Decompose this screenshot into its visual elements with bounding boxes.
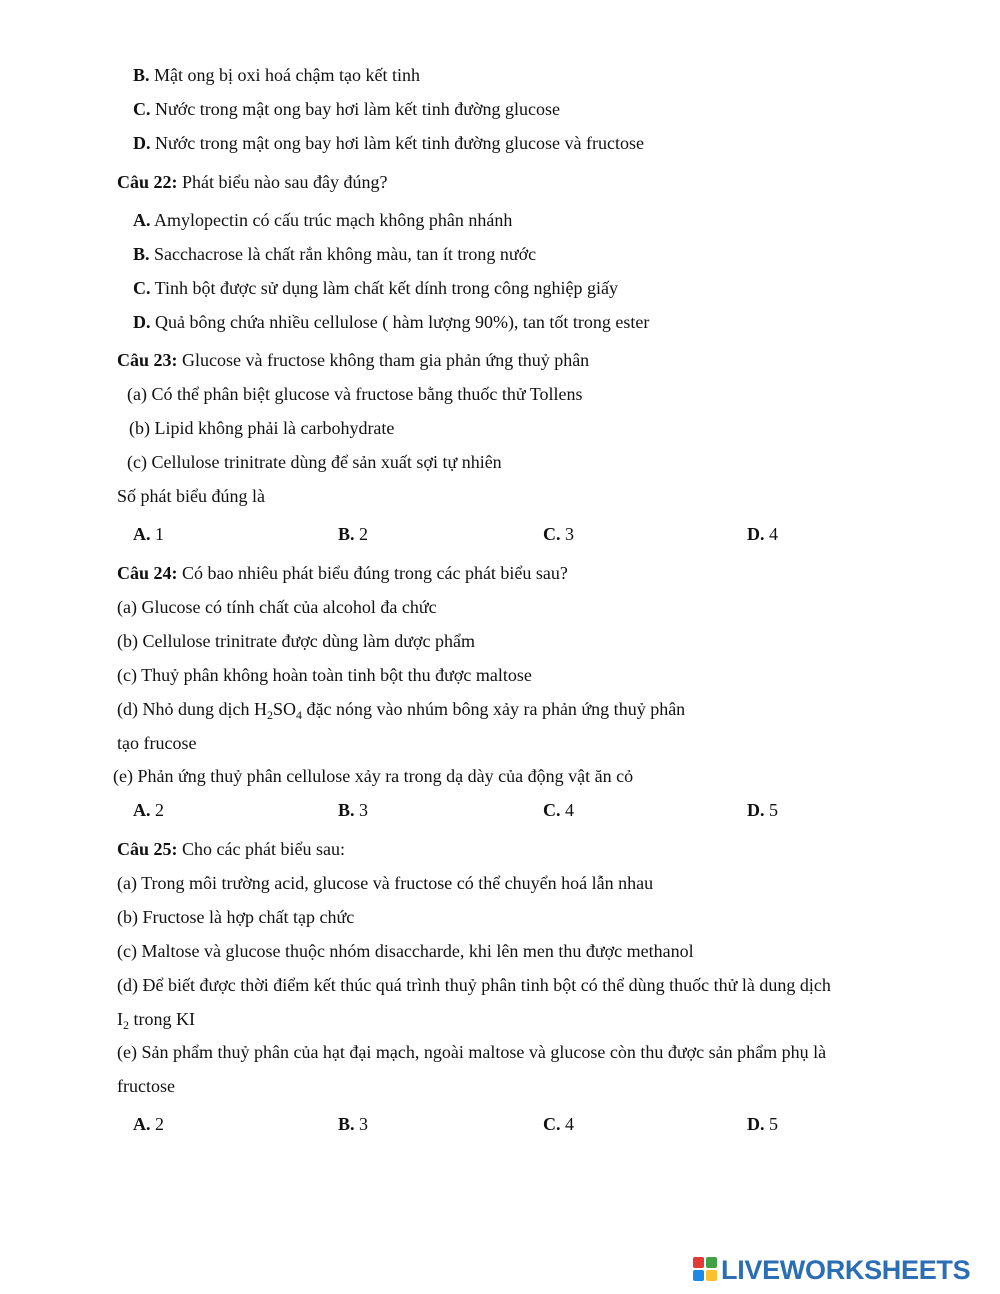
q24-option-d[interactable] <box>747 800 778 820</box>
option-letter: C. <box>543 800 561 820</box>
q25-statement-e: (e) Sản phẩm thuỷ phân của hạt đại mạch, ngoài maltose và glucose còn thu được sản phẩm phụ là <box>117 1042 827 1062</box>
option-text: Quả bông chứa nhiều cellulose ( hàm lượng 90%), tan tốt trong ester <box>150 312 650 332</box>
question-prompt: Phát biểu nào sau đây đúng? <box>177 172 388 192</box>
q24-option-b[interactable] <box>338 800 368 820</box>
logo-square <box>706 1270 717 1281</box>
q24-statement-c: (c) Thuỷ phân không hoàn toàn tinh bột thu được maltose <box>117 665 532 685</box>
q23-option-a[interactable] <box>133 524 164 544</box>
option-value: 4 <box>764 524 778 544</box>
q22-question <box>117 172 387 192</box>
logo-text: LIVEWORKSHEETS <box>721 1255 971 1285</box>
statement-text: đặc nóng vào nhúm bông xảy ra phản ứng thuỷ phân <box>302 699 686 719</box>
question-prompt: Cho các phát biểu sau: <box>177 839 345 859</box>
q25-statement-d: (d) Để biết được thời điểm kết thúc quá trình thuỷ phân tinh bột có thể dùng thuốc thử là dung dịch <box>117 975 831 995</box>
option-value: 2 <box>354 524 369 544</box>
q22-option-d <box>133 312 649 332</box>
q23-question <box>117 350 589 370</box>
q25-option-d[interactable] <box>747 1114 778 1134</box>
question-label: Câu 23: <box>117 350 178 370</box>
option-letter: C. <box>133 278 151 298</box>
option-value: 4 <box>560 1114 574 1134</box>
logo-square <box>693 1257 704 1268</box>
q24-statement-d-continued: tạo frucose <box>117 733 197 753</box>
q23-statement-a: (a) Có thể phân biệt glucose và fructose bằng thuốc thử Tollens <box>127 384 583 404</box>
q25-statement-a: (a) Trong môi trường acid, glucose và fructose có thể chuyển hoá lẫn nhau <box>117 873 654 893</box>
option-letter: B. <box>133 244 150 264</box>
option-value: 5 <box>764 1114 778 1134</box>
q25-statement-c: (c) Maltose và glucose thuộc nhóm disaccharde, khi lên men thu được methanol <box>117 941 694 961</box>
option-text: Nước trong mật ong bay hơi làm kết tinh đường glucose <box>150 99 560 119</box>
q24-statement-e: (e) Phản ứng thuỷ phân cellulose xảy ra trong dạ dày của động vật ăn cỏ <box>113 766 634 786</box>
option-letter: A. <box>133 524 151 544</box>
option-text: Nước trong mật ong bay hơi làm kết tinh đường glucose và fructose <box>150 133 644 153</box>
subscript: 4 <box>296 708 302 722</box>
subscript: 2 <box>266 708 273 722</box>
option-letter: B. <box>338 1114 355 1134</box>
q23-option-b[interactable] <box>338 524 368 544</box>
option-text: Mật ong bị oxi hoá chậm tạo kết tinh <box>149 65 420 85</box>
option-value: 2 <box>150 1114 164 1134</box>
option-letter: D. <box>133 312 151 332</box>
statement-text: (d) Nhỏ dung dịch H <box>117 699 267 719</box>
option-letter: A. <box>133 1114 151 1134</box>
logo-square <box>693 1270 704 1281</box>
option-text: Tinh bột được sử dụng làm chất kết dính trong công nghiệp giấy <box>150 278 618 298</box>
liveworksheets-logo <box>693 1256 970 1284</box>
statement-text: I <box>117 1009 123 1029</box>
q25-statement-e-continued: fructose <box>117 1076 175 1096</box>
option-value: 3 <box>354 800 369 820</box>
q21-option-d <box>133 133 644 153</box>
option-value: 4 <box>560 800 574 820</box>
question-prompt: Glucose và fructose không tham gia phản ứng thuỷ phân <box>177 350 590 370</box>
q21-option-c <box>133 99 560 119</box>
q25-option-a[interactable] <box>133 1114 164 1134</box>
option-letter: A. <box>133 800 151 820</box>
option-text: Sacchacrose là chất rắn không màu, tan ít trong nước <box>149 244 537 264</box>
option-text: Amylopectin có cấu trúc mạch không phân nhánh <box>150 210 513 230</box>
q23-statement-b: (b) Lipid không phải là carbohydrate <box>129 418 395 438</box>
option-letter: D. <box>747 800 765 820</box>
option-value: 3 <box>354 1114 369 1134</box>
option-letter: C. <box>543 1114 561 1134</box>
question-label: Câu 24: <box>117 563 178 583</box>
option-letter: A. <box>133 210 151 230</box>
q23-option-c[interactable] <box>543 524 574 544</box>
q24-statement-a: (a) Glucose có tính chất của alcohol đa chức <box>117 597 437 617</box>
option-value: 2 <box>150 800 164 820</box>
option-letter: D. <box>747 524 765 544</box>
option-letter: B. <box>133 65 150 85</box>
option-letter: D. <box>133 133 151 153</box>
logo-square <box>706 1257 717 1268</box>
option-value: 5 <box>764 800 778 820</box>
q22-option-a <box>133 210 512 230</box>
q24-option-c[interactable] <box>543 800 574 820</box>
q25-option-c[interactable] <box>543 1114 574 1134</box>
option-letter: C. <box>543 524 561 544</box>
statement-text: trong KI <box>129 1009 195 1029</box>
q24-question <box>117 563 568 583</box>
q23-ask: Số phát biểu đúng là <box>117 486 265 506</box>
option-letter: B. <box>338 524 355 544</box>
option-letter: B. <box>338 800 355 820</box>
subscript: 2 <box>123 1018 129 1032</box>
q25-statement-d-continued <box>117 1009 195 1032</box>
q24-statement-d <box>117 699 686 722</box>
q25-question <box>117 839 345 859</box>
q25-statement-b: (b) Fructose là hợp chất tạp chức <box>117 907 355 927</box>
question-label: Câu 22: <box>117 172 178 192</box>
q22-option-c <box>133 278 618 298</box>
q23-option-d[interactable] <box>747 524 778 544</box>
option-letter: D. <box>747 1114 765 1134</box>
question-prompt: Có bao nhiêu phát biểu đúng trong các phát biểu sau? <box>177 563 568 583</box>
option-value: 3 <box>560 524 574 544</box>
q22-option-b <box>133 244 536 264</box>
statement-text: SO <box>272 699 296 719</box>
q21-option-b <box>133 65 420 85</box>
q23-statement-c: (c) Cellulose trinitrate dùng để sản xuất sợi tự nhiên <box>127 452 502 472</box>
q24-statement-b: (b) Cellulose trinitrate được dùng làm dược phẩm <box>117 631 475 651</box>
option-letter: C. <box>133 99 151 119</box>
question-label: Câu 25: <box>117 839 178 859</box>
q25-option-b[interactable] <box>338 1114 368 1134</box>
logo-grid-icon <box>693 1257 719 1283</box>
q24-option-a[interactable] <box>133 800 164 820</box>
option-value: 1 <box>150 524 164 544</box>
